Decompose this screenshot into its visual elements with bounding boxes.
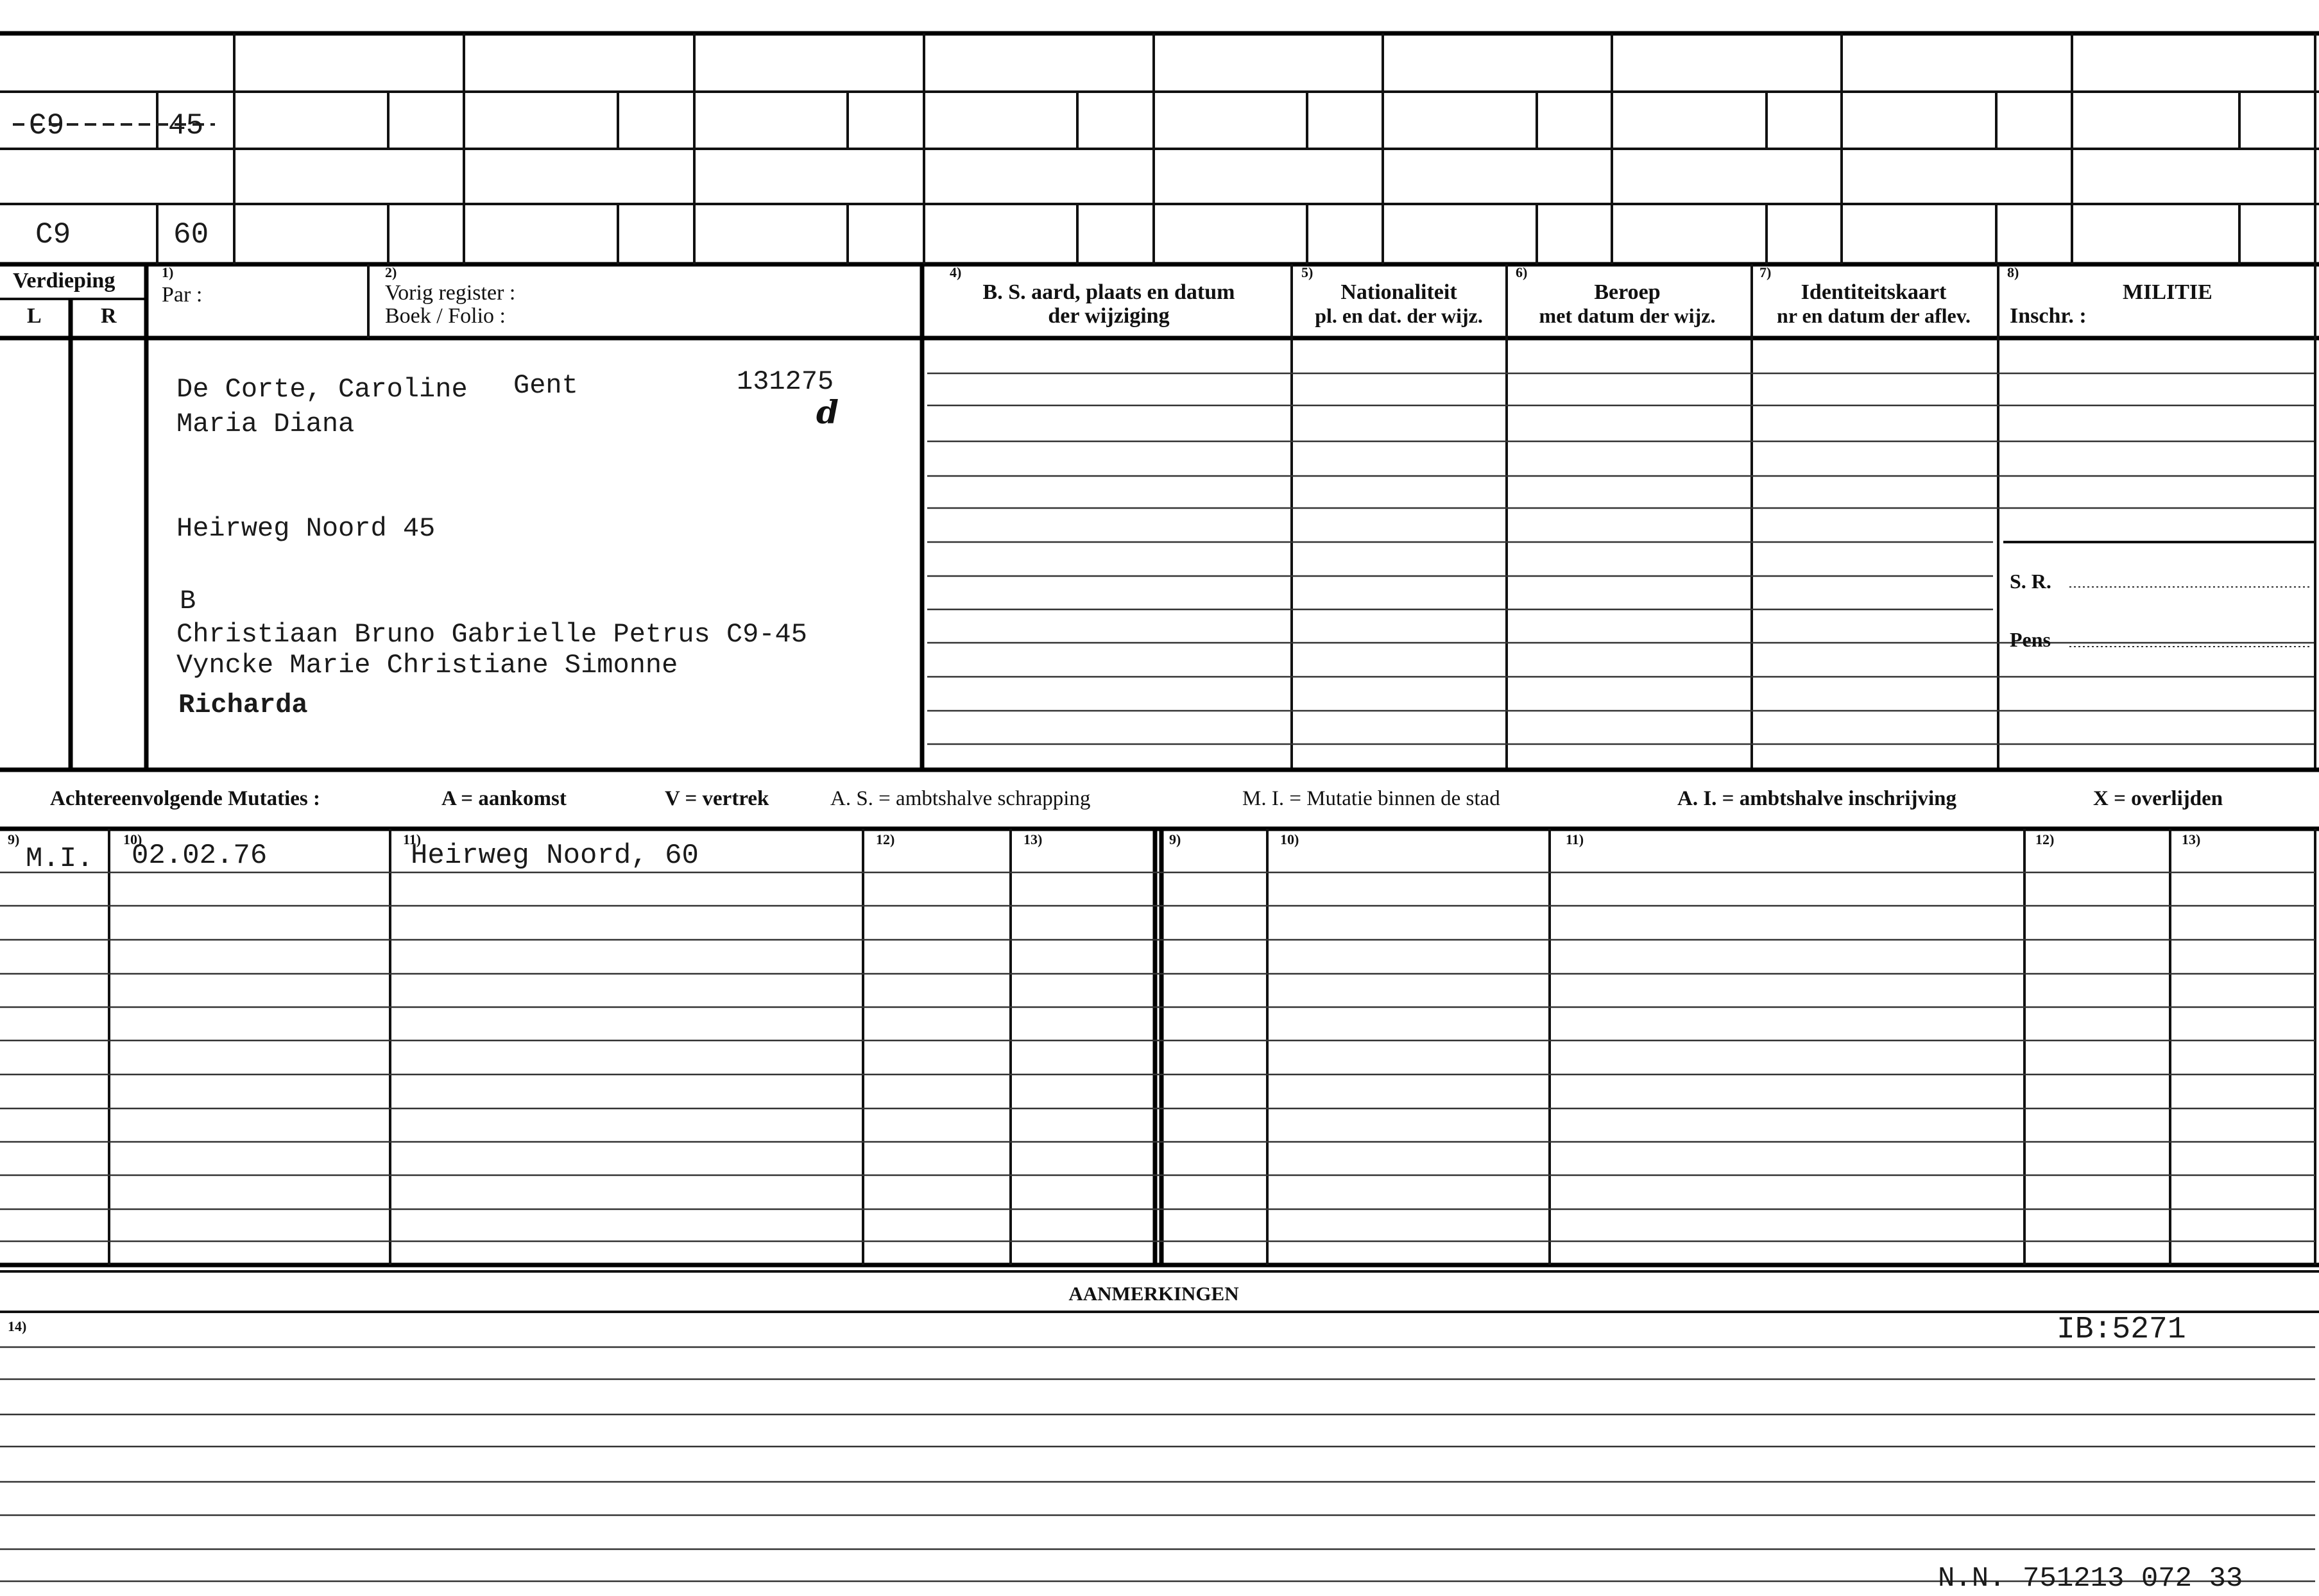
sr-label: S. R. bbox=[2010, 570, 2051, 593]
person-birthplace: Gent bbox=[513, 370, 578, 401]
remarks-reference: IB:5271 bbox=[2057, 1312, 2186, 1347]
register-row1-right: 45 bbox=[168, 109, 204, 142]
person-name-line2: Maria Diana bbox=[176, 409, 355, 439]
mut-col-9-b: 9) bbox=[1169, 831, 1181, 847]
mut-col-12-b: 12) bbox=[2035, 831, 2055, 847]
person-address: Heirweg Noord 45 bbox=[176, 513, 436, 544]
register-row1-left: C9 bbox=[29, 109, 65, 142]
nat-header-line2: pl. en dat. der wijz. bbox=[1315, 304, 1483, 327]
bs-num: 4) bbox=[950, 264, 962, 280]
id-header-line1: Identiteitskaart bbox=[1801, 280, 1947, 304]
beroep-num: 6) bbox=[1516, 264, 1528, 280]
register-row2-left: C9 bbox=[35, 218, 71, 251]
person-name-line1: De Corte, Caroline bbox=[176, 374, 468, 405]
bs-header-line2: der wijziging bbox=[1048, 304, 1170, 328]
legend-as: A. S. = ambtshalve schrapping bbox=[830, 787, 1091, 810]
mutation-date: 02.02.76 bbox=[132, 840, 268, 872]
legend-al: A. I. = ambtshalve inschrijving bbox=[1677, 787, 1957, 810]
col-r-label: R bbox=[101, 304, 117, 328]
militie-label: MILITIE bbox=[2123, 280, 2212, 304]
bs-header-line1: B. S. aard, plaats en datum bbox=[982, 280, 1235, 304]
id-header-line2: nr en datum der aflev. bbox=[1777, 304, 1971, 327]
mut-col-10-b: 10) bbox=[1280, 831, 1299, 847]
mut-col-9-a: 9) bbox=[8, 831, 20, 847]
remarks-num: 14) bbox=[8, 1318, 27, 1334]
par-num: 1) bbox=[162, 264, 174, 280]
legend-mi: M. I. = Mutatie binnen de stad bbox=[1242, 787, 1500, 810]
mut-col-11-a: 11) bbox=[403, 831, 422, 847]
boek-folio-label: Boek / Folio : bbox=[385, 304, 506, 328]
legend-v: V = vertrek bbox=[665, 787, 769, 810]
id-num: 7) bbox=[1759, 264, 1772, 280]
relation-line2: Vyncke Marie Christiane Simonne bbox=[176, 650, 678, 681]
vorig-register-label: Vorig register : bbox=[385, 281, 516, 305]
mut-col-13-a: 13) bbox=[1023, 831, 1043, 847]
person-status-mark: d bbox=[816, 393, 839, 431]
mut-col-10-a: 10) bbox=[123, 831, 142, 847]
par-label: Par : bbox=[162, 283, 203, 307]
person-birthdate: 131275 bbox=[737, 366, 834, 397]
inschr-label: Inschr. : bbox=[2010, 304, 2087, 328]
relation-code: B bbox=[180, 586, 196, 616]
legend-a: A = aankomst bbox=[441, 787, 567, 810]
remarks-title: AANMERKINGEN bbox=[1068, 1282, 1239, 1305]
legend-label: Achtereenvolgende Mutaties : bbox=[50, 787, 320, 810]
relation-line3: Richarda bbox=[178, 690, 308, 720]
legend-x: X = overlijden bbox=[2093, 787, 2223, 810]
nat-header-line1: Nationaliteit bbox=[1340, 280, 1457, 304]
vorig-num: 2) bbox=[385, 264, 397, 280]
mut-col-11-b: 11) bbox=[1566, 831, 1584, 847]
mutation-type: M.I. bbox=[26, 843, 94, 875]
verdieping-label: Verdieping bbox=[13, 269, 116, 293]
beroep-header-line2: met datum der wijz. bbox=[1539, 304, 1716, 327]
mut-col-13-b: 13) bbox=[2182, 831, 2201, 847]
mut-col-12-a: 12) bbox=[876, 831, 895, 847]
mil-num: 8) bbox=[2007, 264, 2019, 280]
beroep-header-line1: Beroep bbox=[1594, 280, 1661, 304]
col-l-label: L bbox=[27, 304, 42, 328]
nat-num: 5) bbox=[1301, 264, 1314, 280]
national-number: N.N. 751213 072 33 bbox=[1938, 1563, 2243, 1595]
pens-label: Pens bbox=[2010, 628, 2051, 651]
register-row2-right: 60 bbox=[173, 218, 209, 251]
mutation-address: Heirweg Noord, 60 bbox=[411, 840, 699, 872]
relation-line1: Christiaan Bruno Gabrielle Petrus C9-45 bbox=[176, 619, 807, 650]
